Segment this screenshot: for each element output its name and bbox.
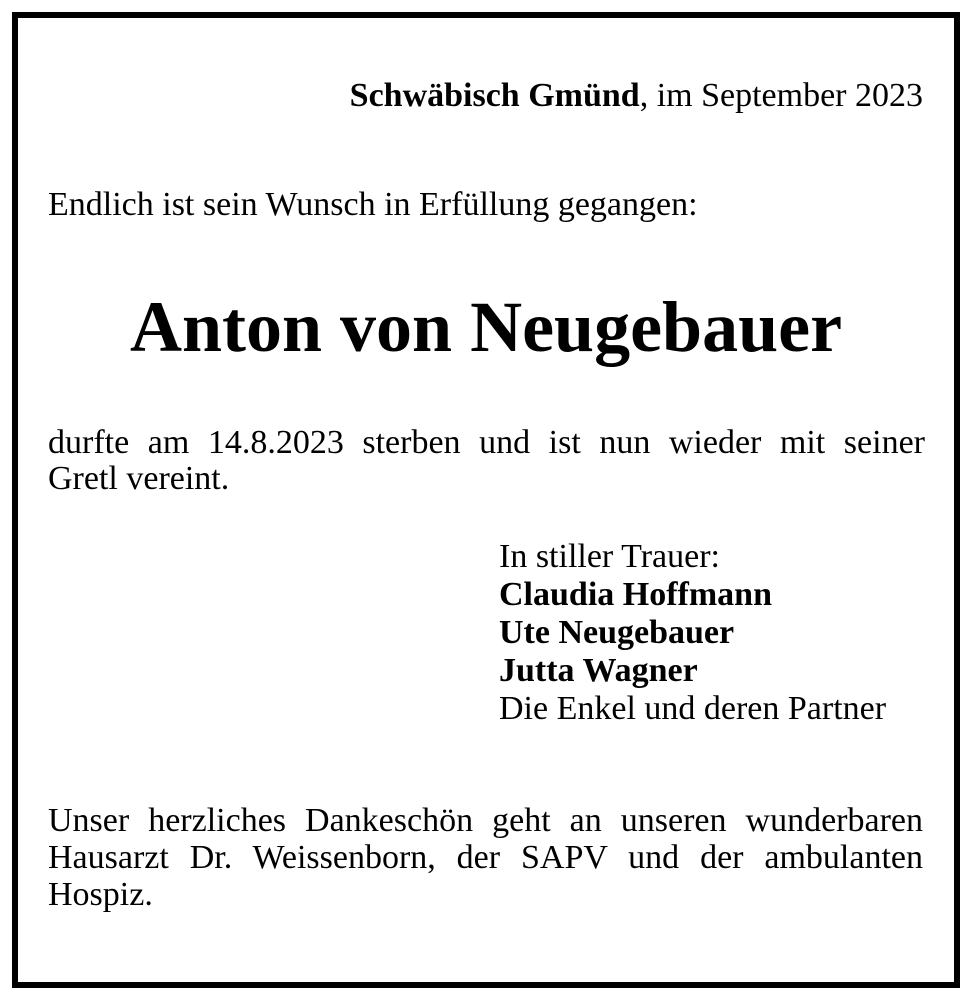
- mourner-name: Ute Neugebauer: [499, 614, 735, 651]
- death-notice-text: [48, 425, 925, 497]
- thanks-line-1: Unser herzliches Dankeschön geht an unseren wunderbaren: [48, 802, 923, 839]
- mourners-heading: In stiller Trauer:: [499, 538, 720, 575]
- mourner-name: Claudia Hoffmann: [499, 576, 772, 613]
- death-notice-line-2: Gretl vereint.: [48, 460, 230, 497]
- place-name: Schwäbisch Gmünd: [349, 77, 640, 114]
- death-notice-line-1: durfte am 14.8.2023 sterben und ist nun wieder mit seiner: [48, 424, 925, 461]
- deceased-name: Anton von Neugebauer: [129, 287, 843, 367]
- mourners-closing: Die Enkel und deren Partner: [499, 690, 887, 727]
- date-text: , im September 2023: [639, 77, 923, 114]
- thanks-line-3: Hospiz.: [48, 876, 153, 913]
- mourners-block: [499, 538, 886, 728]
- thanks-line-2: Hausarzt Dr. Weissenborn, der SAPV und der ambulanten: [48, 839, 923, 876]
- mourner-name: Jutta Wagner: [499, 652, 698, 689]
- place-date-line: [350, 76, 923, 116]
- intro-text: Endlich ist sein Wunsch in Erfüllung gegangen:: [48, 186, 698, 223]
- thanks-text: [48, 802, 923, 913]
